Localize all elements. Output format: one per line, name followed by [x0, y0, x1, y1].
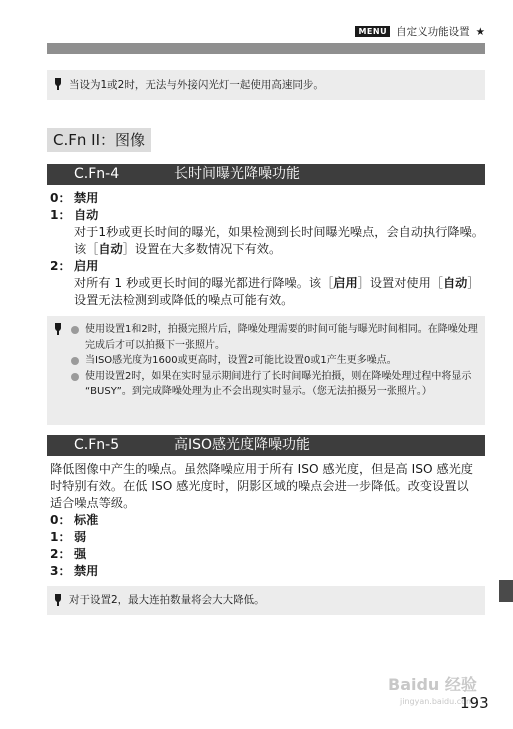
page-number: 193: [460, 694, 489, 712]
header-title: 自定义功能设置: [396, 26, 470, 38]
page-header: [355, 24, 485, 39]
option-label: 强: [74, 547, 87, 561]
option-number: 1：: [50, 208, 71, 222]
section-title: 长时间曝光降噪功能: [174, 166, 300, 182]
section-code: C.Fn-5: [74, 437, 120, 453]
chapter-side-tab: [499, 580, 513, 602]
option-number: 2：: [50, 259, 71, 273]
section-bar-cfn5: [47, 435, 485, 456]
option-number: 0：: [50, 513, 71, 527]
option-row: [50, 546, 480, 563]
option-label: 自动: [74, 208, 99, 222]
cfn4-options: [50, 190, 484, 309]
menu-badge: MENU: [355, 26, 390, 37]
section-code: C.Fn-4: [74, 166, 120, 182]
caution-note-2: [47, 316, 485, 425]
watermark-logo: Baidu 经验: [388, 675, 477, 694]
section-description: 降低图像中产生的噪点。虽然降噪应用于所有 ISO 感光度，但是高 ISO 感光度时特别有效。在低 ISO 感光度时，阴影区域的噪点会进一步降低。改变设置以适合噪点等级。: [50, 462, 473, 510]
note-1-text: 当设为1或2时，无法与外接闪光灯一起使用高速同步。: [69, 79, 324, 91]
option-row: [50, 207, 480, 224]
cfn-group-heading: C.Fn II：图像: [47, 128, 151, 152]
cfn5-content: [50, 461, 480, 580]
caution-icon: [51, 77, 65, 91]
option-label: 禁用: [74, 191, 99, 205]
caution-note-3: [47, 586, 485, 615]
option-label: 启用: [74, 259, 99, 273]
option-number: 1：: [50, 530, 71, 544]
note-2-bullets: [69, 322, 479, 400]
option-number: 0：: [50, 191, 71, 205]
top-divider-bar: [47, 43, 485, 54]
option-label: 禁用: [74, 564, 99, 578]
option-row: [50, 512, 480, 529]
option-row: [50, 190, 480, 207]
caution-icon: [51, 593, 65, 607]
option-label: 标准: [74, 513, 99, 527]
note-3-text: 对于设置2，最大连拍数量将会大大降低。: [69, 594, 265, 606]
option-description: 对于1秒或更长时间的曝光，如果检测到长时间曝光噪点，会自动执行降噪。该［自动］设置在大多数情况下有效。: [74, 225, 484, 256]
bullet-item: 使用设置1和2时，拍摄完照片后，降噪处理需要的时间可能与曝光时间相同。在降噪处理完成后才可以拍摄下一张照片。: [69, 322, 479, 353]
option-row: [50, 258, 480, 275]
star-icon: ★: [475, 25, 485, 38]
option-row: [50, 563, 480, 580]
option-number: 3：: [50, 564, 71, 578]
caution-icon: [51, 322, 65, 336]
section-title: 高ISO感光度降噪功能: [174, 437, 311, 453]
option-number: 2：: [50, 547, 71, 561]
bullet-item: 当ISO感光度为1600或更高时，设置2可能比设置0或1产生更多噪点。: [69, 353, 479, 369]
caution-note-1: [47, 70, 485, 100]
bullet-item: 使用设置2时，如果在实时显示期间进行了长时间曝光拍摄，则在降噪处理过程中将显示 “BUSY”。到完成降噪处理为止不会出现实时显示。（您无法拍摄另一张照片。）: [69, 369, 479, 400]
watermark-url: jingyan.baidu.com: [400, 697, 474, 706]
option-description: 对所有 1 秒或更长时间的曝光都进行降噪。该［启用］设置对使用［自动］设置无法检测到或降低的噪点可能有效。: [74, 276, 480, 307]
option-label: 弱: [74, 530, 87, 544]
option-row: [50, 529, 480, 546]
section-bar-cfn4: [47, 164, 485, 185]
